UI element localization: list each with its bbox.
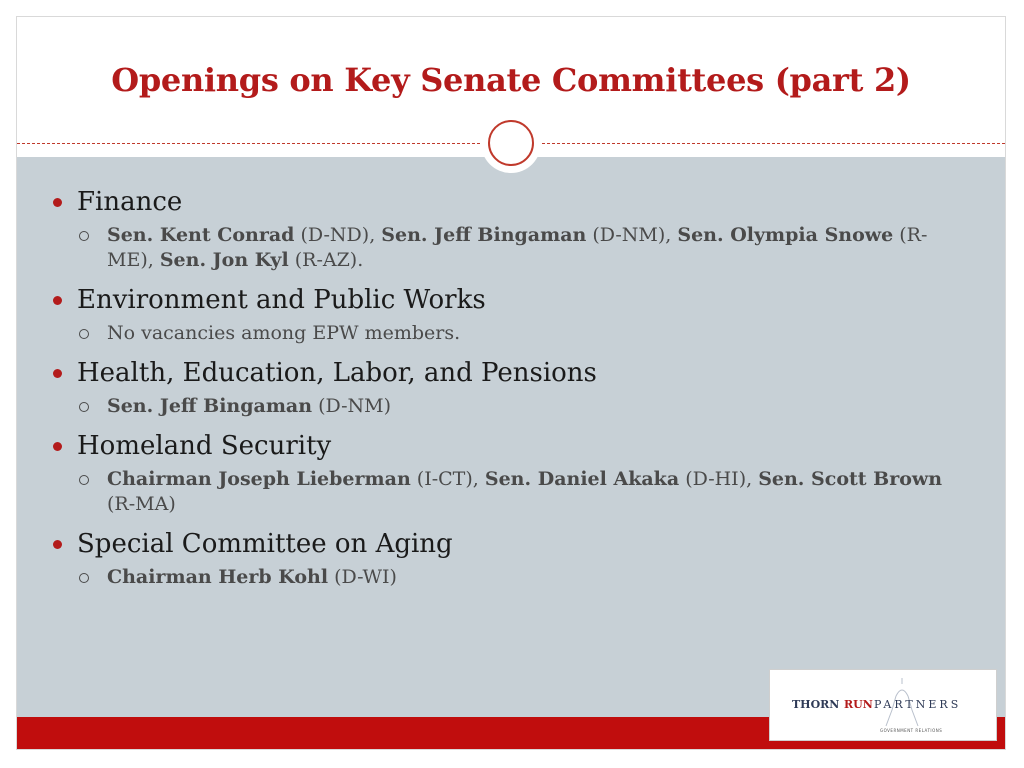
item-heading: Health, Education, Labor, and Pensions [77, 358, 597, 388]
hollow-bullet-icon [79, 329, 89, 339]
hollow-bullet-icon [79, 475, 89, 485]
list-item [47, 185, 977, 219]
senator-name: Sen. Jeff Bingaman [107, 395, 313, 417]
senator-name: Sen. Olympia Snowe [677, 224, 894, 246]
bullet-icon [53, 369, 62, 378]
logo-thorn-text: THORN [792, 698, 840, 711]
slide [16, 16, 1006, 750]
senator-party: (R-MA) [107, 493, 176, 515]
hollow-bullet-icon [79, 402, 89, 412]
sub-item [47, 394, 977, 419]
company-logo [769, 669, 997, 741]
logo-subtitle: GOVERNMENT RELATIONS [880, 728, 943, 733]
senator-party: (R-ME), [107, 224, 928, 271]
hollow-bullet-icon [79, 573, 89, 583]
item-heading: Special Committee on Aging [77, 529, 453, 559]
item-heading: Environment and Public Works [77, 285, 486, 315]
senator-name: Sen. Daniel Akaka [484, 468, 680, 490]
bullet-icon [53, 442, 62, 451]
bullet-icon [53, 296, 62, 305]
list-item [47, 527, 977, 561]
slide-title: Openings on Key Senate Committees (part 2) [111, 61, 911, 99]
bullet-icon [53, 540, 62, 549]
sub-item [47, 565, 977, 590]
logo-run-text: RUN [844, 698, 873, 711]
sub-item [47, 321, 977, 346]
senator-party: (D-ND), [294, 224, 382, 246]
bullet-list [47, 185, 977, 600]
senator-name: Sen. Jeff Bingaman [381, 224, 587, 246]
sub-item-text: No vacancies among EPW members. [107, 322, 461, 344]
logo-partners-text: PARTNERS [874, 698, 962, 711]
item-heading: Finance [77, 187, 183, 217]
senator-party: (I-CT), [410, 468, 485, 490]
senator-name: Sen. Scott Brown [758, 468, 943, 490]
senator-name: Chairman Joseph Lieberman [107, 468, 411, 490]
list-item [47, 429, 977, 463]
senator-name: Sen. Kent Conrad [107, 224, 295, 246]
item-heading: Homeland Security [77, 431, 332, 461]
list-item [47, 283, 977, 317]
sub-item [47, 223, 977, 273]
senator-party: (D-NM) [312, 395, 392, 417]
senator-party: (D-WI) [328, 566, 397, 588]
bullet-icon [53, 198, 62, 207]
senator-party: (D-HI), [679, 468, 759, 490]
senator-name: Chairman Herb Kohl [107, 566, 329, 588]
sub-item [47, 467, 977, 517]
list-item [47, 356, 977, 390]
circle-ornament-inner [488, 120, 534, 166]
senator-name: Sen. Jon Kyl [159, 249, 289, 271]
senator-party: (R-AZ). [288, 249, 364, 271]
hollow-bullet-icon [79, 231, 89, 241]
senator-party: (D-NM), [586, 224, 678, 246]
